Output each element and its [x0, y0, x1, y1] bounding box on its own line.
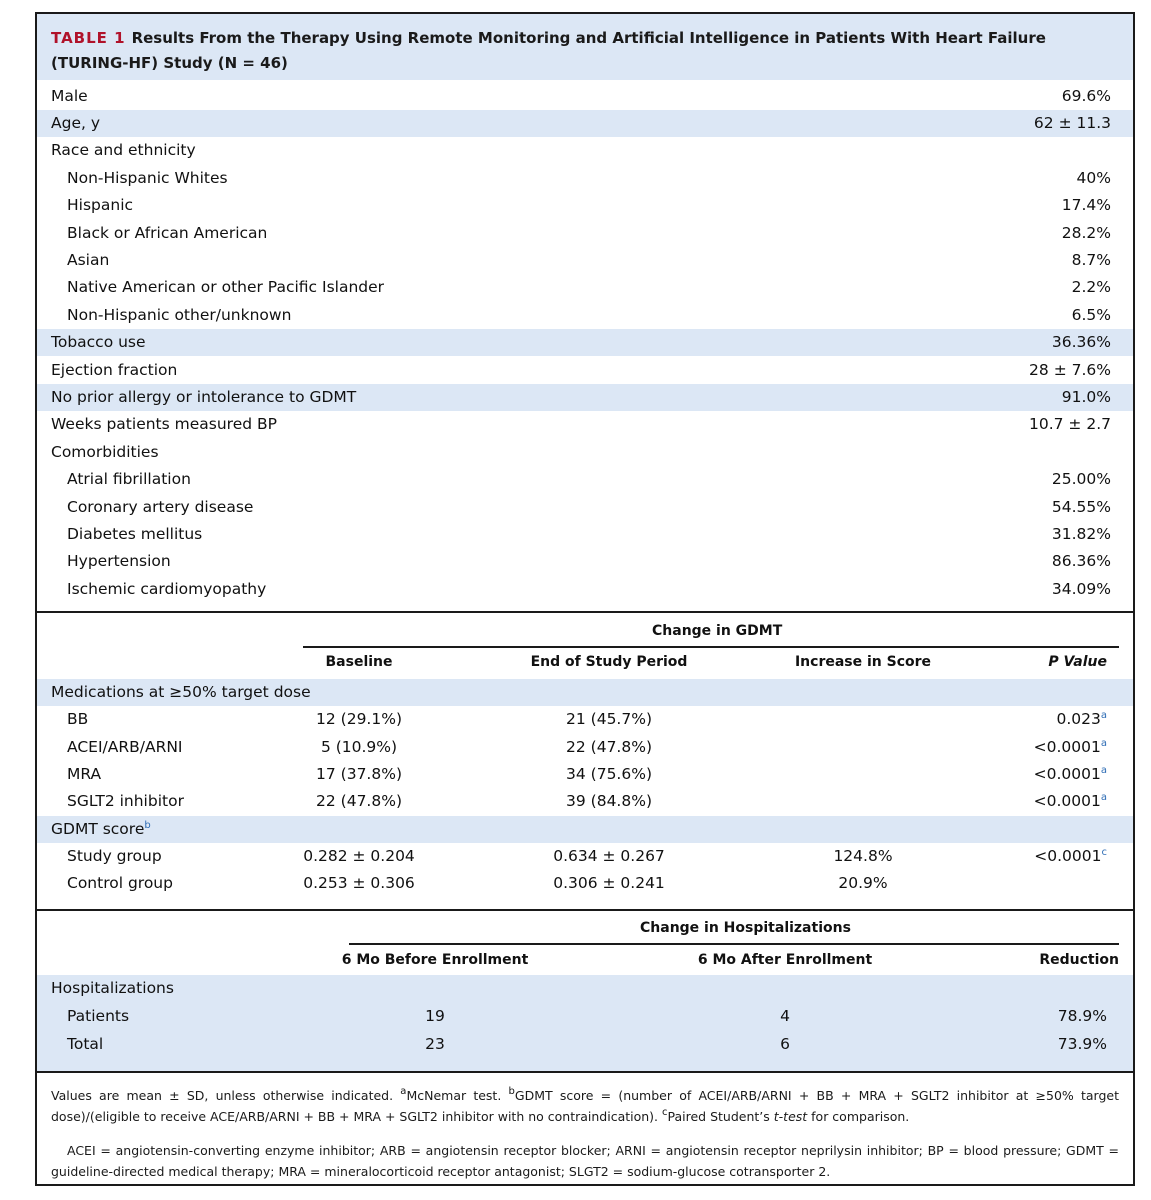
- row-label: Non-Hispanic Whites: [67, 168, 228, 187]
- row-value: 62 ± 11.3: [1033, 113, 1111, 132]
- row-label: Hypertension: [67, 552, 171, 571]
- gdmt-score-header-row: [37, 816, 1133, 843]
- footnote-marker: a: [1100, 764, 1107, 776]
- table-title-line2: (TURING-HF) Study (N = 46): [51, 54, 288, 72]
- row-label: Non-Hispanic other/unknown: [67, 305, 292, 324]
- characteristics-section: [37, 82, 1133, 612]
- row-value: 10.7 ± 2.7: [1028, 415, 1111, 434]
- col-p-value: P Value: [1048, 654, 1107, 670]
- row-label: Race and ethnicity: [51, 141, 196, 160]
- p-value: [1034, 734, 1107, 761]
- row-label: Medications at ≥50% target dose: [51, 683, 311, 701]
- end-value: 39 (84.8%): [566, 792, 652, 811]
- characteristic-row: [37, 357, 1133, 384]
- after-value: 6: [780, 1034, 790, 1053]
- characteristic-row: [37, 302, 1133, 329]
- footnote-marker: a: [1100, 792, 1107, 804]
- reduction-value: 73.9%: [1057, 1034, 1107, 1053]
- row-label: Hispanic: [67, 196, 134, 215]
- after-value: 4: [780, 1007, 790, 1026]
- hosp-group-header: Change in Hospitalizations: [640, 920, 851, 936]
- gdmt-section: [37, 613, 1133, 909]
- medications-header-row: [37, 679, 1133, 706]
- characteristic-row: [37, 576, 1133, 603]
- characteristic-row: [37, 83, 1133, 110]
- hospitalizations-header-row: [37, 975, 1133, 1002]
- row-value: 31.82%: [1051, 524, 1111, 543]
- row-label: Asian: [67, 250, 110, 269]
- row-label: Black or African American: [67, 223, 268, 242]
- row-value: 91.0%: [1061, 387, 1111, 406]
- row-label: Patients: [67, 1007, 130, 1026]
- row-value: 69.6%: [1061, 86, 1111, 105]
- row-value: 86.36%: [1051, 552, 1111, 571]
- row-value: 25.00%: [1051, 470, 1111, 489]
- footnote-marker: a: [1100, 737, 1107, 749]
- col-before-enrollment: 6 Mo Before Enrollment: [341, 952, 529, 968]
- table-title-text: Results From the Therapy Using Remote Monitoring and Artificial Intelligence in Patients With Heart Failure: [131, 29, 1046, 47]
- p-value-text: <0.0001: [1033, 764, 1101, 783]
- reduction-value: 78.9%: [1057, 1007, 1107, 1026]
- characteristic-row: [37, 137, 1133, 164]
- p-value-text: <0.0001: [1034, 846, 1102, 865]
- row-label: Weeks patients measured BP: [51, 415, 277, 434]
- col-baseline: Baseline: [325, 654, 393, 670]
- before-value: 23: [425, 1034, 445, 1053]
- col-increase: Increase in Score: [794, 654, 932, 670]
- end-value: 0.634 ± 0.267: [553, 846, 665, 865]
- before-value: 19: [425, 1007, 445, 1026]
- row-label: Total: [67, 1034, 104, 1053]
- row-value: 28.2%: [1061, 223, 1111, 242]
- row-label: Comorbidities: [51, 442, 159, 461]
- row-value: 17.4%: [1061, 196, 1111, 215]
- footnote-paragraph-2: ACEI = angiotensin-converting enzyme inhibitor; ARB = angiotensin receptor blocker; ARNI = angiotensin receptor neprilysin inhibitor; BP = blood pressure; GDMT = guideline-directed medical therapy; MRA = mineralocorticoid receptor antagonist; SLGT2 = sodium-glucose cotransporter 2.: [51, 1143, 1119, 1179]
- col-end-of-study: End of Study Period: [530, 654, 688, 670]
- p-value: [1056, 706, 1107, 733]
- p-value: [1034, 761, 1107, 788]
- characteristic-row: [37, 274, 1133, 301]
- row-value: 40%: [1076, 168, 1111, 187]
- hospitalization-row: [37, 1031, 1133, 1058]
- row-label: SGLT2 inhibitor: [67, 792, 184, 811]
- row-value: 28 ± 7.6%: [1029, 360, 1111, 379]
- gdmt-rows: [37, 679, 1133, 909]
- row-value: 2.2%: [1071, 278, 1111, 297]
- row-value: 6.5%: [1071, 305, 1111, 324]
- increase-value: 124.8%: [833, 846, 893, 865]
- table-title: [37, 14, 1133, 80]
- baseline-value: 5 (10.9%): [320, 737, 398, 756]
- characteristic-row: [37, 521, 1133, 548]
- row-label: BB: [67, 710, 89, 729]
- end-value: 34 (75.6%): [566, 764, 652, 783]
- characteristic-row: [37, 494, 1133, 521]
- row-label: Age, y: [51, 113, 101, 132]
- characteristic-row: [37, 384, 1133, 411]
- row-label: Atrial fibrillation: [67, 470, 191, 489]
- increase-value: 20.9%: [838, 874, 888, 893]
- row-label: Diabetes mellitus: [67, 524, 203, 543]
- characteristic-row: [37, 466, 1133, 493]
- characteristic-row: [37, 329, 1133, 356]
- characteristic-row: [37, 411, 1133, 438]
- medication-row: [37, 761, 1133, 788]
- score-row: [37, 843, 1133, 870]
- footnote-paragraph-1: Values are mean ± SD, unless otherwise indicated. $^a$McNemar test. $^b$GDMT score = (number of ACEI/ARB/ARNI + BB + MRA + SGLT2 inhibitor at ≥50% target dose)/(eligible to receive ACE/ARB/ARNI + BB + MRA + SGLT2 inhibitor with no contraindication). $^c$Paired Student’s t-test for comparison.: [51, 1086, 1119, 1124]
- p-value-text: <0.0001: [1033, 792, 1101, 811]
- characteristic-row: [37, 439, 1133, 466]
- row-label: Tobacco use: [51, 333, 146, 352]
- hospitalization-section: [37, 911, 1133, 1071]
- row-value: 8.7%: [1071, 250, 1111, 269]
- characteristic-row: [37, 220, 1133, 247]
- footnote-marker: c: [1101, 846, 1107, 858]
- results-table: [35, 12, 1135, 1186]
- hosp-header-rule: [349, 943, 1119, 945]
- baseline-value: 22 (47.8%): [316, 792, 402, 811]
- p-value: [1034, 788, 1107, 815]
- row-label: Ejection fraction: [51, 360, 178, 379]
- medication-row: [37, 788, 1133, 815]
- gdmt-group-header: Change in GDMT: [652, 623, 783, 639]
- characteristic-row: [37, 110, 1133, 137]
- p-value: [1034, 843, 1107, 870]
- gdmt-header-rule: [303, 646, 1119, 648]
- medication-row: [37, 734, 1133, 761]
- baseline-value: 17 (37.8%): [316, 764, 402, 783]
- footnote-marker: a: [1100, 710, 1107, 722]
- footnotes: [37, 1073, 1133, 1186]
- characteristic-row: [37, 548, 1133, 575]
- col-reduction: Reduction: [1039, 952, 1119, 968]
- end-value: 0.306 ± 0.241: [553, 874, 665, 893]
- end-value: 22 (47.8%): [566, 737, 652, 756]
- footnote-marker: b: [144, 819, 151, 831]
- row-label: Hospitalizations: [51, 979, 174, 997]
- medication-row: [37, 706, 1133, 733]
- end-value: 21 (45.7%): [566, 710, 652, 729]
- characteristic-row: [37, 192, 1133, 219]
- characteristic-row: [37, 247, 1133, 274]
- col-after-enrollment: 6 Mo After Enrollment: [697, 952, 873, 968]
- score-header-text: GDMT score: [51, 819, 145, 838]
- hospitalization-row: [37, 1003, 1133, 1030]
- baseline-value: 0.253 ± 0.306: [303, 874, 415, 893]
- row-label: Control group: [67, 874, 173, 893]
- baseline-value: 12 (29.1%): [316, 710, 402, 729]
- row-label: MRA: [67, 764, 102, 783]
- row-value: 54.55%: [1051, 497, 1111, 516]
- row-label: Native American or other Pacific Islander: [67, 278, 385, 297]
- row-label: Ischemic cardiomyopathy: [67, 579, 267, 598]
- row-value: 36.36%: [1051, 333, 1111, 352]
- row-label: Study group: [67, 846, 162, 865]
- p-value-text: <0.0001: [1033, 737, 1101, 756]
- row-label: Coronary artery disease: [67, 497, 254, 516]
- row-label: ACEI/ARB/ARNI: [67, 737, 183, 756]
- row-label: Male: [51, 86, 88, 105]
- hosp-rows: [37, 975, 1133, 1071]
- table-label: TABLE 1: [51, 29, 126, 47]
- row-label: [51, 816, 151, 843]
- row-value: 34.09%: [1051, 579, 1111, 598]
- p-value-text: 0.023: [1056, 710, 1101, 729]
- baseline-value: 0.282 ± 0.204: [303, 846, 415, 865]
- row-label: No prior allergy or intolerance to GDMT: [51, 387, 357, 406]
- score-row: [37, 870, 1133, 897]
- characteristic-row: [37, 165, 1133, 192]
